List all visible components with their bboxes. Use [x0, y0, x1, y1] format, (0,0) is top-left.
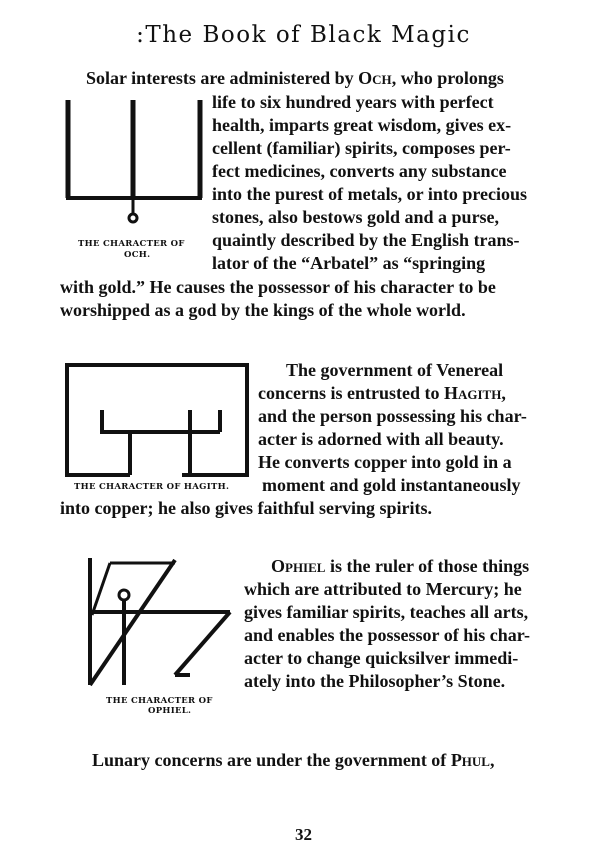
och-caption-line-2: OCH.	[124, 250, 151, 260]
och-line-10: with gold.” He causes the possessor of his character to be	[60, 277, 496, 297]
och-line-9: lator of the “Arbatel” as “springing	[212, 253, 486, 273]
ophiel-caption-line-1: THE CHARACTER OF	[106, 696, 213, 706]
ophiel-caption-line-2: OPHIEL.	[148, 706, 192, 716]
och-line-2: life to six hundred years with perfect	[212, 92, 494, 112]
hagith-line-5: He converts copper into gold in a	[258, 452, 512, 472]
hagith-line-2-text: concerns is entrusted to	[258, 383, 444, 403]
hagith-caption: THE CHARACTER OF HAGITH.	[74, 482, 230, 492]
hagith-line-2	[258, 382, 506, 404]
och-line-3: health, imparts great wisdom, gives ex-	[212, 115, 512, 135]
phul-after-name: ,	[489, 750, 495, 770]
ophiel-line-6: ately into the Philosopher’s Stone.	[244, 671, 506, 691]
och-line-1-text: Solar interests are administered by	[86, 68, 359, 88]
och-line-5: fect medicines, converts any substance	[212, 161, 507, 181]
och-line-1	[86, 67, 504, 89]
ophiel-line-5: acter to change quicksilver immedi-	[244, 648, 519, 668]
ophiel-line-4: and enables the possessor of his char-	[244, 625, 531, 645]
page-number: 32	[295, 825, 312, 844]
hagith-line-1: The government of Venereal	[286, 360, 504, 380]
och-caption-line-1: THE CHARACTER OF	[78, 239, 185, 249]
hagith-line-6: moment and gold instantaneously	[262, 475, 521, 495]
hagith-line-4: acter is adorned with all beauty.	[258, 429, 504, 449]
och-line-8: quaintly described by the English trans-	[212, 230, 520, 250]
hagith-name: Hagith	[443, 383, 502, 403]
och-line-4: cellent (familiar) spirits, composes per-	[212, 138, 511, 158]
ophiel-line-3: gives familiar spirits, teaches all arts,	[244, 602, 529, 622]
ophiel-name: Ophiel	[271, 556, 326, 576]
hagith-after-name: ,	[501, 383, 506, 403]
hagith-line-7: into copper; he also gives faithful serving spirits.	[60, 498, 432, 518]
och-line-7: stones, also bestows gold and a purse,	[212, 207, 500, 227]
ophiel-line-2: which are attributed to Mercury; he	[244, 579, 522, 599]
ophiel-character-sigil	[80, 555, 240, 690]
ophiel-line-1-text: is the ruler of those things	[325, 556, 530, 576]
ophiel-line-1	[271, 555, 529, 577]
och-character-sigil	[60, 98, 210, 226]
och-after-name: , who prolongs	[391, 68, 504, 88]
och-line-11: worshipped as a god by the kings of the whole world.	[60, 300, 466, 320]
hagith-character-sigil	[62, 360, 252, 480]
phul-line	[92, 749, 494, 771]
hagith-line-3: and the person possessing his char-	[258, 406, 527, 426]
och-line-6: into the purest of metals, or into precious	[212, 184, 527, 204]
phul-text: Lunary concerns are under the government of	[92, 750, 451, 770]
phul-name: Phul	[450, 750, 490, 770]
och-name: Och	[358, 68, 392, 88]
running-head: :The Book of Black Magic	[136, 22, 471, 48]
